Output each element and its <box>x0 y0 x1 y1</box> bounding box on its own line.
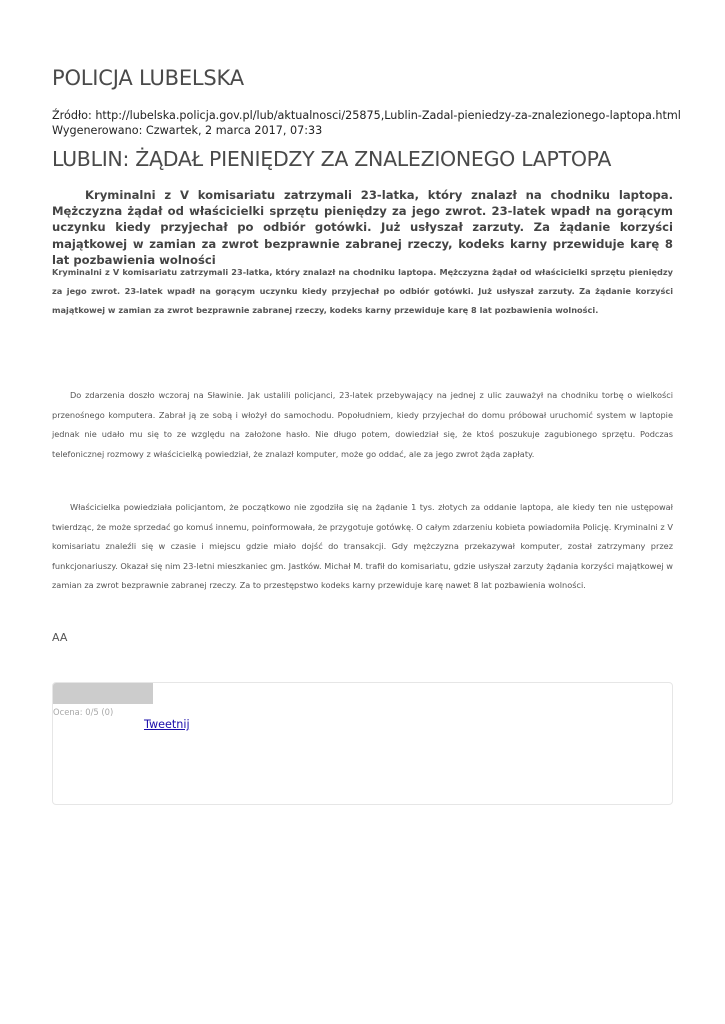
article-paragraph: Właścicielka powiedziała policjantom, że początkowo nie zgodziła się na żądanie 1 tys. złotych za oddanie laptopa, ale kiedy ten nie ustępował twierdząc, że może sprzedać go komuś innemu, poinformowała, że przygotuje gotówkę. O całym zdarzeniu kobieta powiadomiła Policję. Kryminalni z V komisariatu znaleźli się w czasie i miejscu gdzie miało dojść do transakcji. Gdy mężczyzna przekazywał komputer, został zatrzymany przez funkcjonariuszy. Okazał się nim 23-letni mieszkaniec gm. Jastków. Michał M. trafił do komisariatu, gdzie usłyszał zarzuty żądania korzyści majątkowej w zamian za zwrot bezprawnie zabranej rzeczy. Za to przestępstwo kodeks karny przewiduje karę nawet 8 lat pozbawienia wolności. <box>52 502 673 590</box>
site-title: POLICJA LUBELSKA <box>52 66 244 90</box>
article-title: LUBLIN: ŻĄDAŁ PIENIĘDZY ZA ZNALEZIONEGO LAPTOPA <box>52 147 612 171</box>
rating-stars-bar[interactable] <box>53 683 153 704</box>
source-line: Źródło: http://lubelska.policja.gov.pl/lub/aktualnosci/25875,Lublin-Zadal-pieniedzy-za-znalezionego-laptopa.html <box>52 109 681 122</box>
rating-share-box <box>52 682 673 805</box>
article-paragraph: Do zdarzenia doszło wczoraj na Sławinie. Jak ustalili policjanci, 23-latek przebywający na jednej z ulic zauważył na chodniku torbę o wielkości przenośnego komputera. Zabrał ją ze sobą i włożył do samochodu. Popołudniem, kiedy przyjechał do domu próbował uruchomić system w laptopie jednak nie udało mu się to ze względu na założone hasło. Nie długo potem, dowiedział się, że ktoś poszukuje zagubionego sprzętu. Podczas telefonicznej rozmowy z właścicielką powiedział, że znalazł komputer, może go oddać, ale za jego zwrot żąda zapłaty. <box>52 390 673 459</box>
generated-line: Wygenerowano: Czwartek, 2 marca 2017, 07:33 <box>52 124 323 137</box>
font-size-toggle-button[interactable]: AA <box>52 631 68 644</box>
article-lead: Kryminalni z V komisariatu zatrzymali 23-latka, który znalazł na chodniku laptopa. Mężczyzna żądał od właścicielki sprzętu pieniędzy za jego zwrot. 23-latek wpadł na gorącym uczynku kiedy przyjechał po odbiór gotówki. Już usłyszał zarzuty. Za żądanie korzyści majątkowej w zamian za zwrot bezprawnie zabranej rzeczy, kodeks karny przewiduje karę 8 lat pozbawienia wolności <box>52 188 673 267</box>
document-meta <box>52 108 681 138</box>
tweet-link[interactable]: Tweetnij <box>144 718 190 731</box>
rating-text: Ocena: 0/5 (0) <box>53 707 114 717</box>
article-lead-repeat: Kryminalni z V komisariatu zatrzymali 23-latka, który znalazł na chodniku laptopa. Mężczyzna żądał od właścicielki sprzętu pieniędzy za jego zwrot. 23-latek wpadł na gorącym uczynku kiedy przyjechał po odbiór gotówki. Już usłyszał zarzuty. Za żądanie korzyści majątkowej w zamian za zwrot bezprawnie zabranej rzeczy, kodeks karny przewiduje karę 8 lat pozbawienia wolności. <box>52 267 673 315</box>
